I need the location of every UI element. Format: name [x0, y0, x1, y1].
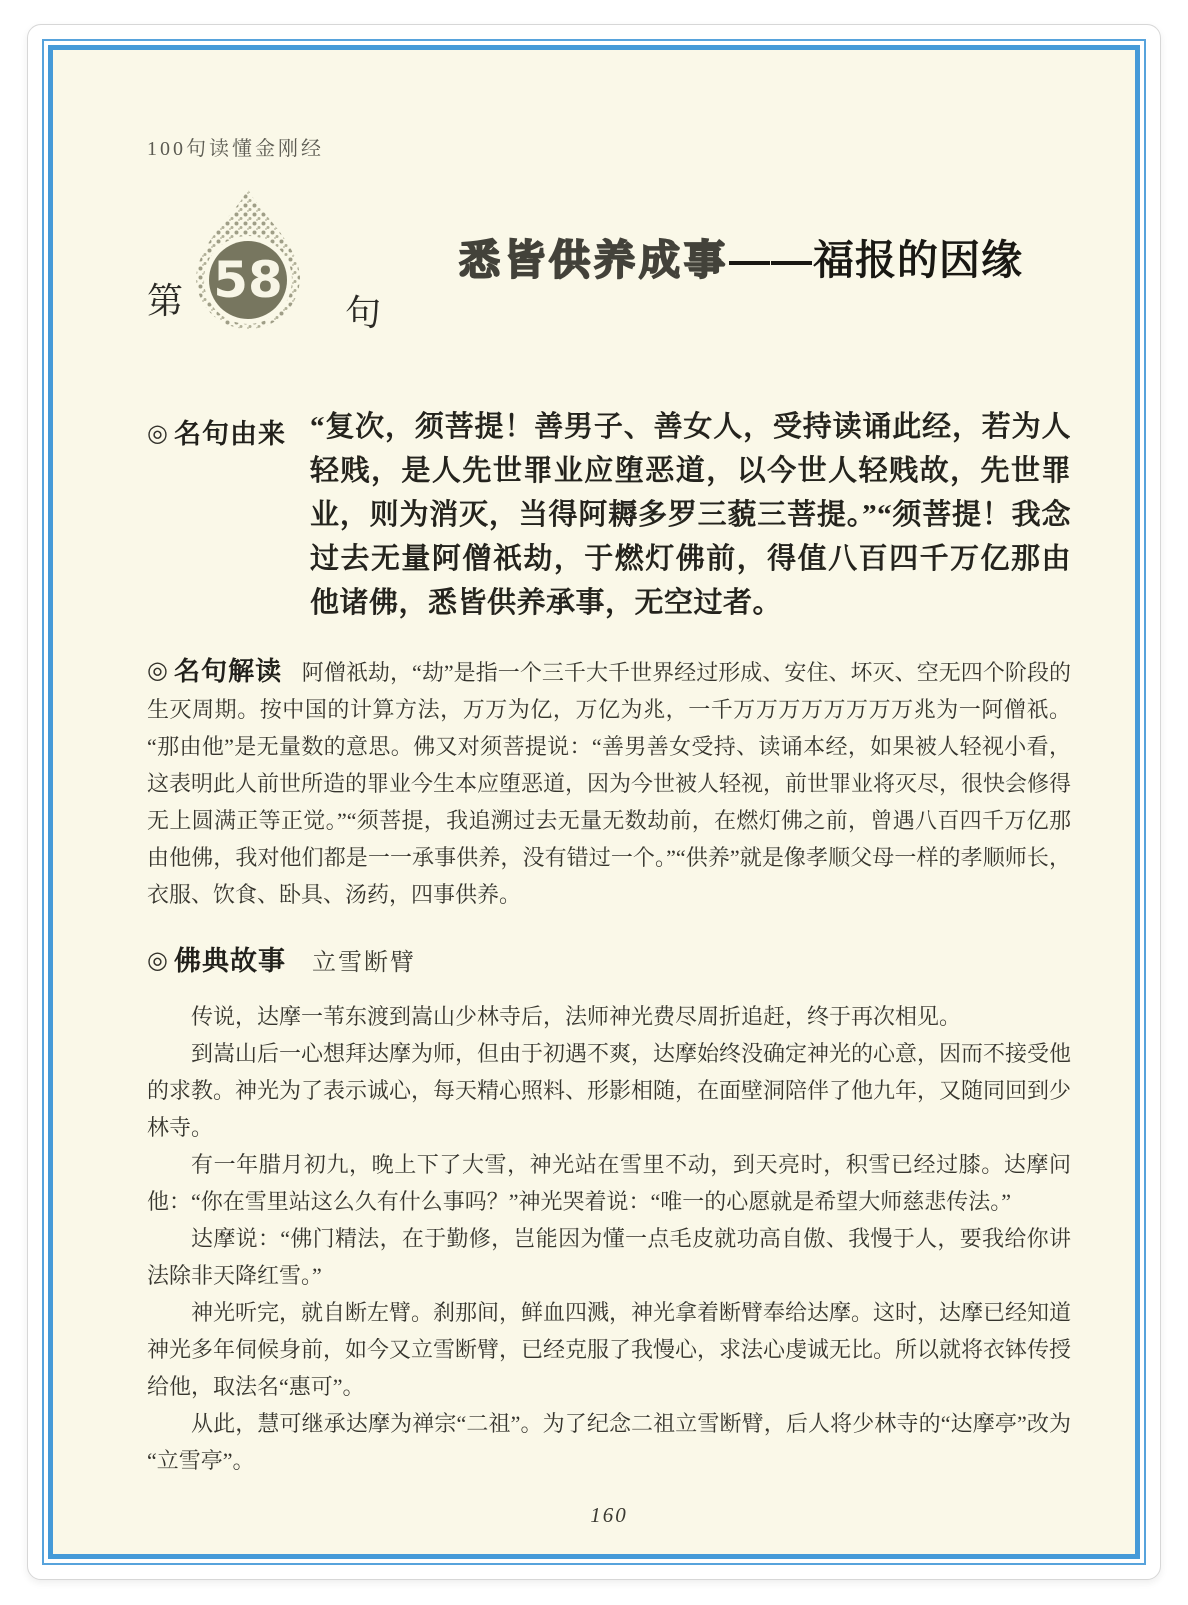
chapter-number-ornament	[147, 185, 397, 355]
section-buddhist-story	[147, 939, 1071, 1479]
story-paragraph: 传说，达摩一苇东渡到嵩山少林寺后，法师神光费尽周折追赶，终于再次相见。	[191, 1004, 962, 1029]
sutra-quote-text: “复次，须菩提！善男子、善女人，受持读诵此经，若为人轻贱，是人先世罪业应堕恶道，以今世人轻贱故，先世罪业，则为消灭，当得阿耨多罗三藐三菩提。”“须菩提！我念过去无量阿僧祇劫，于燃灯佛前，得值八百四千万亿那由他诸佛，悉皆供养承事，无空过者。	[310, 411, 1071, 619]
interpretation-body-text: 阿僧祇劫，“劫”是指一个三千大千世界经过形成、安住、坏灭、空无四个阶段的生灭周期。按中国的计算方法，万万为亿，万亿为兆，一千万万万万万万万万兆为一阿僧祇。“那由他”是无量数的意思。佛又对须菩提说：“善男善女受持、读诵本经，如果被人轻视小看，这表明此人前世所造的罪业今生本应堕恶道，因为今世被人轻视，前世罪业将灭尽，很快会修得无上圆满正等正觉。”“须菩提，我追溯过去无量无数劫前，在燃灯佛之前，曾遇八百四千万亿那由他佛，我对他们都是一一承事供养，没有错过一个。”“供养”就是像孝顺父母一样的孝顺师长，衣服、饮食、卧具、汤药，四事供养。	[147, 660, 1072, 907]
chapter-title	[459, 185, 1023, 286]
section-story-heading	[147, 939, 1071, 978]
page-frame-inner	[48, 45, 1140, 1559]
section-interpretation-label: 名句解读	[174, 656, 283, 686]
story-paragraph: 有一年腊月初九，晚上下了大雪，神光站在雪里不动，到天亮时，积雪已经过膝。达摩问他：“你在雪里站这么久有什么事吗？”神光哭着说：“唯一的心愿就是希望大师慈悲传法。”	[147, 1152, 1071, 1214]
bodhi-leaf-ornament-icon	[189, 185, 307, 342]
section-interpretation-heading	[147, 656, 288, 686]
section-origin-heading	[147, 405, 310, 625]
section-quote-origin	[147, 405, 1071, 625]
page-frame-outer	[42, 39, 1146, 1565]
story-subtitle: 立雪断臂	[311, 949, 416, 976]
chapter-number-suffix: 句	[345, 293, 382, 333]
chapter-number: 58	[213, 251, 283, 309]
book-page-card	[27, 24, 1161, 1580]
running-header: 100句读懂金刚经	[147, 138, 324, 160]
chapter-head	[147, 185, 1071, 355]
story-paragraph: 到嵩山后一心想拜达摩为师，但由于初遇不爽，达摩始终没确定神光的心意，因而不接受他的求教。神光为了表示诚心，每天精心照料、形影相随，在面壁洞陪伴了他九年，又随同回到少林寺。	[147, 1041, 1072, 1140]
page-content	[53, 50, 1135, 1554]
chapter-title-subtitle: 福报的因缘	[813, 237, 1023, 283]
section-story-label: 佛典故事	[173, 946, 286, 976]
bullseye-marker-icon: ◎	[147, 658, 168, 684]
section-origin-label: 名句由来	[173, 419, 286, 449]
bullseye-marker-icon: ◎	[147, 421, 168, 447]
chapter-title-dash: ——	[729, 237, 813, 283]
chapter-title-main: 悉皆供养成事	[459, 237, 729, 283]
story-paragraph: 神光听完，就自断左臂。刹那间，鲜血四溅，神光拿着断臂奉给达摩。这时，达摩已经知道神光多年伺候身前，如今又立雪断臂，已经克服了我慢心，求法心虔诚无比。所以就将衣钵传授给他，取法名“惠可”。	[147, 1300, 1072, 1399]
bullseye-marker-icon: ◎	[147, 948, 168, 974]
story-paragraph: 达摩说：“佛门精法，在于勤修，岂能因为懂一点毛皮就功高自傲、我慢于人，要我给你讲法除非天降红雪。”	[147, 1226, 1071, 1288]
story-paragraph: 从此，慧可继承达摩为禅宗“二祖”。为了纪念二祖立雪断臂，后人将少林寺的“达摩亭”改为“立雪亭”。	[147, 1411, 1071, 1473]
section-interpretation	[147, 653, 1071, 913]
page-number: 160	[590, 1503, 628, 1527]
chapter-number-prefix: 第	[147, 281, 184, 321]
